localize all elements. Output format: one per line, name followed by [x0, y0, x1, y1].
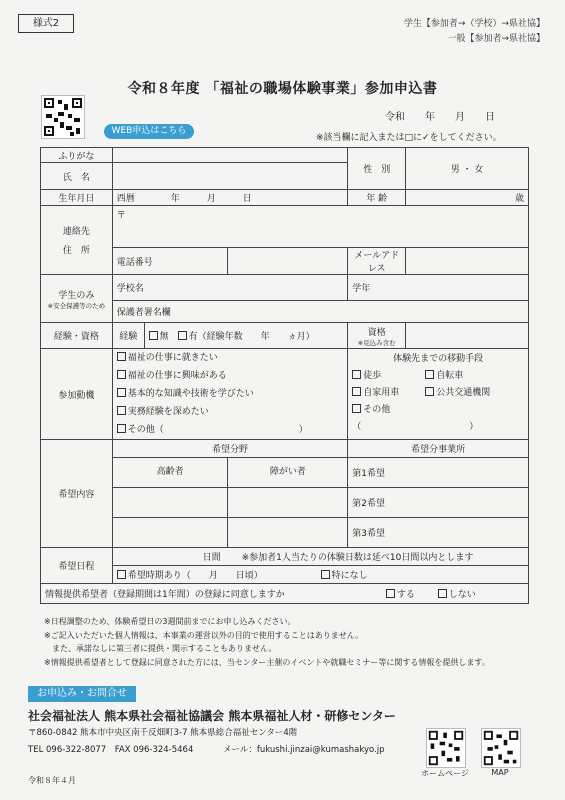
- issue-date: 令和８年４月: [28, 776, 76, 785]
- map-label: MAP: [491, 768, 509, 777]
- period-no-checkbox[interactable]: [321, 570, 330, 579]
- transport-cell: [348, 349, 529, 440]
- notes: [44, 615, 490, 669]
- address-label: 住 所: [62, 246, 90, 256]
- consent-row: [41, 584, 529, 604]
- consent-yes-checkbox[interactable]: [386, 589, 395, 598]
- homepage-label: ホームページ: [421, 769, 469, 778]
- motive-option[interactable]: [117, 385, 344, 403]
- furigana-label: ふりがな: [41, 148, 113, 163]
- birthdate-field[interactable]: 西暦 年 月 日: [112, 190, 348, 206]
- address-field[interactable]: 〒: [112, 206, 528, 248]
- consent-yes-label: する: [396, 590, 415, 600]
- wish-label: 希望内容: [41, 440, 113, 548]
- application-date: 令和 年 月 日: [385, 112, 495, 123]
- choice-1-field[interactable]: 第1希望: [348, 458, 529, 488]
- age-field[interactable]: 歳: [406, 190, 529, 206]
- checkbox[interactable]: [117, 424, 126, 433]
- map-qr-code[interactable]: [481, 728, 521, 768]
- experience-sub-label: 経験: [112, 323, 144, 349]
- consent-no-checkbox[interactable]: [438, 589, 447, 598]
- disabled-field-end[interactable]: [228, 518, 348, 548]
- grade-label: 学年: [352, 284, 371, 294]
- transport-label: 体験先までの移動手段: [393, 354, 484, 364]
- note-line: ※日程調整のため、体験希望日の3週間前までにお申し込みください。: [44, 617, 296, 626]
- note-line: ※ご記入いただいた個人情報は、本事業の運営以外の目的で使用することはありません。: [44, 630, 364, 640]
- school-field[interactable]: [112, 275, 348, 301]
- choice-2-field[interactable]: 第2希望: [348, 488, 529, 518]
- phone-label: 電話番号: [112, 248, 228, 275]
- qualification-label: [348, 323, 406, 349]
- motive-option[interactable]: [117, 349, 344, 367]
- days-note: ※参加者1人当たりの体験日数は延べ10日間以内とします: [241, 553, 474, 563]
- transport-other-field[interactable]: （ ）: [352, 422, 479, 432]
- checkbox[interactable]: [117, 388, 126, 397]
- contact-title: 連絡先: [62, 227, 90, 237]
- experience-label: 経験・資格: [41, 323, 113, 349]
- application-form: [40, 147, 529, 604]
- motive-options: [112, 349, 348, 440]
- organization-address: 〒860-0842 熊本市中央区南千反畑町3-7 熊本県総合福祉センター4階: [28, 728, 298, 738]
- checkbox[interactable]: [425, 370, 434, 379]
- contact-label: [41, 206, 113, 275]
- choice-3-field[interactable]: 第3希望: [348, 518, 529, 548]
- exp-yes-checkbox[interactable]: [178, 331, 187, 340]
- age-label: 年 齢: [348, 190, 406, 206]
- exp-no-checkbox[interactable]: [149, 331, 158, 340]
- elderly-field-cont[interactable]: [112, 488, 228, 518]
- name-label: 氏 名: [41, 163, 113, 190]
- elderly-field-end[interactable]: [112, 518, 228, 548]
- checkbox[interactable]: [352, 387, 361, 396]
- consent-no-label: しない: [448, 590, 476, 600]
- guardian-signature-field[interactable]: [112, 301, 528, 323]
- checkbox[interactable]: [117, 406, 126, 415]
- note-line: ※情報提供希望者として登録に同意された方には、当センター主催のイベントや就職セミナー等に関する情報を提供します。: [44, 657, 490, 667]
- student-only-title: 学生のみ: [58, 290, 95, 301]
- grade-field[interactable]: [348, 275, 529, 301]
- gender-label: 性 別: [348, 148, 406, 190]
- period-no-label: 特になし: [331, 571, 368, 581]
- transport-public: 公共交通機関: [436, 388, 491, 398]
- phone-field[interactable]: [228, 248, 348, 275]
- transport-walk: 徒歩: [363, 371, 382, 381]
- motive-label: 参加動機: [41, 349, 113, 440]
- consent-text: 情報提供希望者（登録期間は1年間）の登録に同意しますか: [45, 590, 285, 600]
- checkbox[interactable]: [117, 370, 126, 379]
- transport-car: 自家用車: [363, 388, 400, 398]
- checkbox[interactable]: [352, 404, 361, 413]
- birthdate-label: 生年月日: [41, 190, 113, 206]
- days-label: 日間: [202, 553, 221, 563]
- motive-text: その他（ ）: [127, 425, 308, 435]
- qualification-title: 資格: [367, 327, 386, 338]
- motive-text: 福祉の仕事に興味がある: [127, 371, 227, 381]
- note-line: また、承諾なしに第三者に提供・開示することもありません。: [44, 644, 277, 653]
- motive-text: 基本的な知識や技術を学びたい: [127, 389, 254, 399]
- page-title: 令和８年度 「福祉の職場体験事業」参加申込書: [127, 81, 438, 97]
- instruction-note: ※該当欄に記入または□に✓をしてください。: [316, 133, 502, 143]
- tel-fax: TEL 096-322-8077 FAX 096-324-5464: [28, 745, 194, 755]
- school-label: 学校名: [116, 284, 144, 294]
- days-row[interactable]: [112, 548, 528, 566]
- motive-text: 福祉の仕事に就きたい: [127, 353, 218, 363]
- email-label: メールアドレス: [348, 248, 406, 275]
- period-yes-checkbox[interactable]: [117, 570, 126, 579]
- checkbox[interactable]: [352, 370, 361, 379]
- qualification-note: ※見込み含む: [357, 338, 396, 347]
- elderly-field[interactable]: 高齢者: [112, 458, 228, 488]
- name-field[interactable]: [112, 163, 348, 190]
- motive-text: 実務経験を深めたい: [127, 407, 209, 417]
- web-qr-code[interactable]: [41, 95, 85, 139]
- transport-other: その他: [363, 405, 391, 415]
- contact-heading: お申込み・お問合せ: [28, 686, 136, 702]
- qualification-field[interactable]: [406, 323, 529, 349]
- route-student: 学生【参加者→（学校）→県社協】: [403, 19, 545, 29]
- exp-yes-label: 有（経験年数 年 ヵ月）: [188, 332, 315, 342]
- wish-office-header: 希望分事業所: [348, 440, 529, 458]
- period-yes-label: 希望時期あり（ 月 日頃）: [127, 571, 263, 581]
- student-only-note: ※安全保護等のため: [47, 301, 106, 310]
- guardian-label: 保護者署名欄: [116, 308, 171, 318]
- disabled-field-cont[interactable]: [228, 488, 348, 518]
- gender-options[interactable]: 男 ・ 女: [406, 148, 529, 190]
- route-general: 一般【参加者→県社協】: [447, 34, 545, 44]
- form-number: 様式2: [18, 14, 74, 33]
- experience-options[interactable]: [144, 323, 348, 349]
- homepage-qr-code[interactable]: [426, 728, 466, 768]
- schedule-label: 希望日程: [41, 548, 113, 584]
- furigana-field[interactable]: [112, 148, 348, 163]
- student-only-label: [41, 275, 113, 323]
- checkbox[interactable]: [425, 387, 434, 396]
- motive-option[interactable]: [117, 403, 344, 421]
- email-address[interactable]: メール：fukushi.jinzai@kumashakyo.jp: [223, 745, 385, 755]
- wish-field-header: 希望分野: [112, 440, 348, 458]
- organization-name: 社会福祉法人 熊本県社会福祉協議会 熊本県福祉人材・研修センター: [28, 709, 396, 723]
- checkbox[interactable]: [117, 352, 126, 361]
- web-apply-button[interactable]: WEB申込はこちら: [104, 124, 194, 139]
- email-field[interactable]: [406, 248, 529, 275]
- disabled-field[interactable]: 障がい者: [228, 458, 348, 488]
- exp-no-label: 無: [159, 332, 169, 342]
- period-row: [112, 566, 528, 584]
- motive-option[interactable]: [117, 367, 344, 385]
- transport-bicycle: 自転車: [436, 371, 464, 381]
- motive-option[interactable]: [117, 421, 344, 439]
